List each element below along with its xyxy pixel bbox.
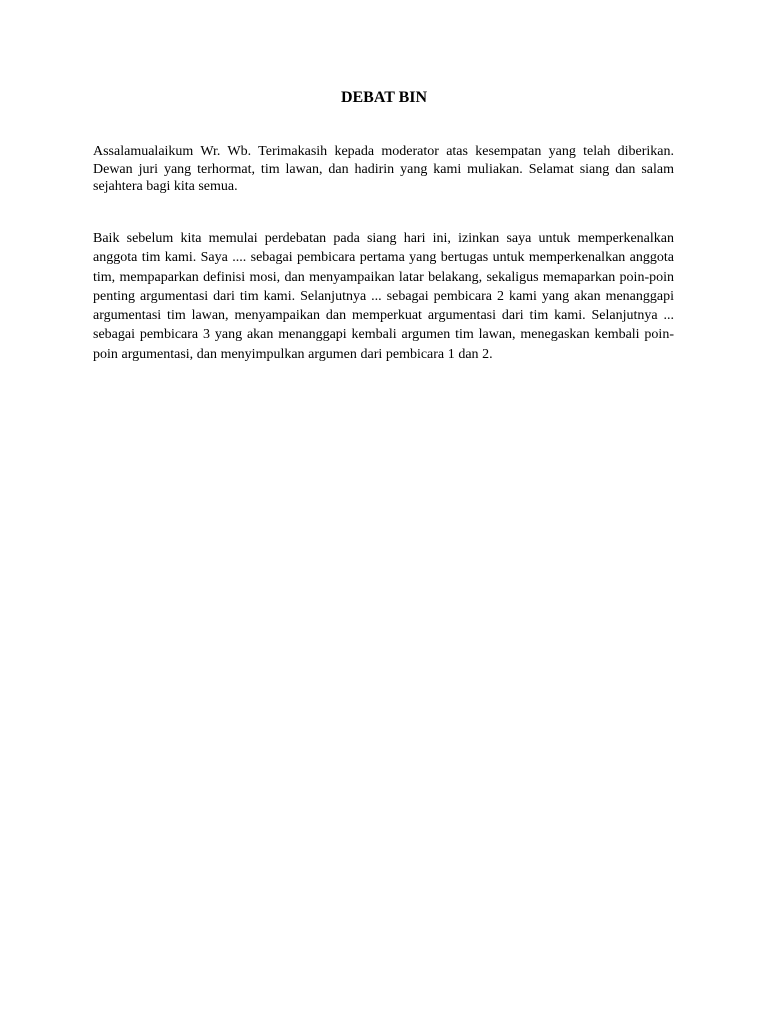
- document-title: DEBAT BIN: [340, 89, 428, 106]
- paragraph-greeting: Assalamualaikum Wr. Wb. Terimakasih kepada moderator atas kesempatan yang telah diberikan. Dewan juri yang terhormat, tim lawan, dan hadirin yang kami muliakan. Selamat siang dan salam sejahtera bagi kita semua.: [93, 144, 674, 194]
- paragraph-introduction: Baik sebelum kita memulai perdebatan pada siang hari ini, izinkan saya untuk memperkenalkan anggota tim kami. Saya .... sebagai pembicara pertama yang bertugas untuk memperkenalkan anggota tim, mempaparkan definisi mosi, dan menyampaikan latar belakang, sekaligus memaparkan poin-poin penting argumentasi dari tim kami. Selanjutnya ... sebagai pembicara 2 kami yang akan menanggapi argumentasi tim lawan, menyampaikan dan memperkuat argumentasi dari tim kami. Selanjutnya ... sebagai pembicara 3 yang akan menanggapi kembali argumen tim lawan, menegaskan kembali poin-poin argumentasi, dan menyimpulkan argumen dari pembicara 1 dan 2.: [93, 231, 674, 362]
